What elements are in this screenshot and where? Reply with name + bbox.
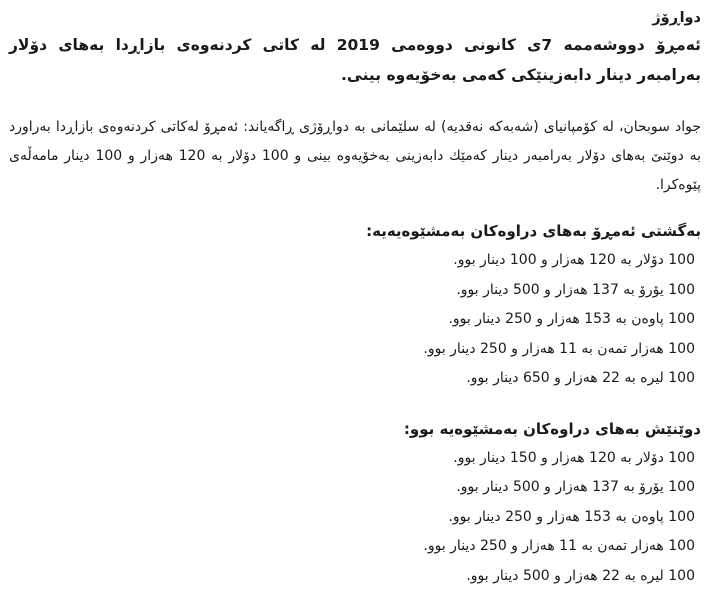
rate-item-try: 100 لیرە بە 22 هەزار و 500 دینار بوو. — [466, 567, 695, 584]
rate-item-eur: 100 یۆرۆ بە 137 هەزار و 500 دینار بوو. — [456, 479, 695, 495]
rate-item-try: 100 لیرە بە 22 هەزار و 650 دینار بوو. — [466, 370, 695, 386]
rate-item-usd: 100 دۆلار بە 120 هەزار و 100 دینار بوو. — [453, 252, 695, 268]
today-rates-section — [9, 216, 701, 394]
rate-item-eur: 100 یۆرۆ بە 137 هەزار و 500 دینار بوو. — [456, 281, 695, 298]
yesterday-rates-section — [9, 414, 701, 592]
rate-item-gbp: 100 پاوەن بە 153 هەزار و 250 دینار بوو. — [448, 311, 695, 327]
rate-item-usd: 100 دۆلار بە 120 هەزار و 150 دینار بوو. — [453, 449, 695, 466]
yesterday-rates-title: دوێنێش بەهای دراوەكان بەمشێوەیە بوو: — [403, 419, 701, 438]
today-rates-list — [9, 246, 701, 394]
article-headline: ئەمڕۆ دووشەممە 7ی كانونی دووەمی 2019 لە كاتی كردنەوەی بازاڕدا بەهای دۆلار بەرامبەر دینار دابەزینێكی كەمی بەخۆیەوە بینی. — [9, 36, 701, 84]
rate-item-irr: 100 هەزار تمەن بە 11 هەزار و 250 دینار بوو. — [423, 340, 695, 357]
article-body: جواد سوبحان، لە كۆمپانیای (شەبەكە نەقدیە) لە سلێمانی بە دواڕۆژی ڕاگەیاند: ئەمڕۆ لەكاتی كردنەوەی بازاڕدا بەراورد بە دوێنێ بەهای دۆلار بەرامبەر دینار كەمێك دابەزینی بەخۆیەوە بینی و 100 دۆلار بە 120 هەزار و 100 دینار مامەڵەی پێوەكرا. — [9, 119, 701, 193]
article-kicker: دواڕۆژ — [652, 10, 701, 26]
yesterday-rates-list — [9, 444, 701, 592]
rate-item-gbp: 100 پاوەن بە 153 هەزار و 250 دینار بوو. — [448, 508, 695, 525]
rate-item-irr: 100 هەزار تمەن بە 11 هەزار و 250 دینار بوو. — [423, 538, 695, 554]
today-rates-title: بەگشتی ئەمڕۆ بەهای دراوەكان بەمشێوەیەیە: — [366, 222, 701, 240]
